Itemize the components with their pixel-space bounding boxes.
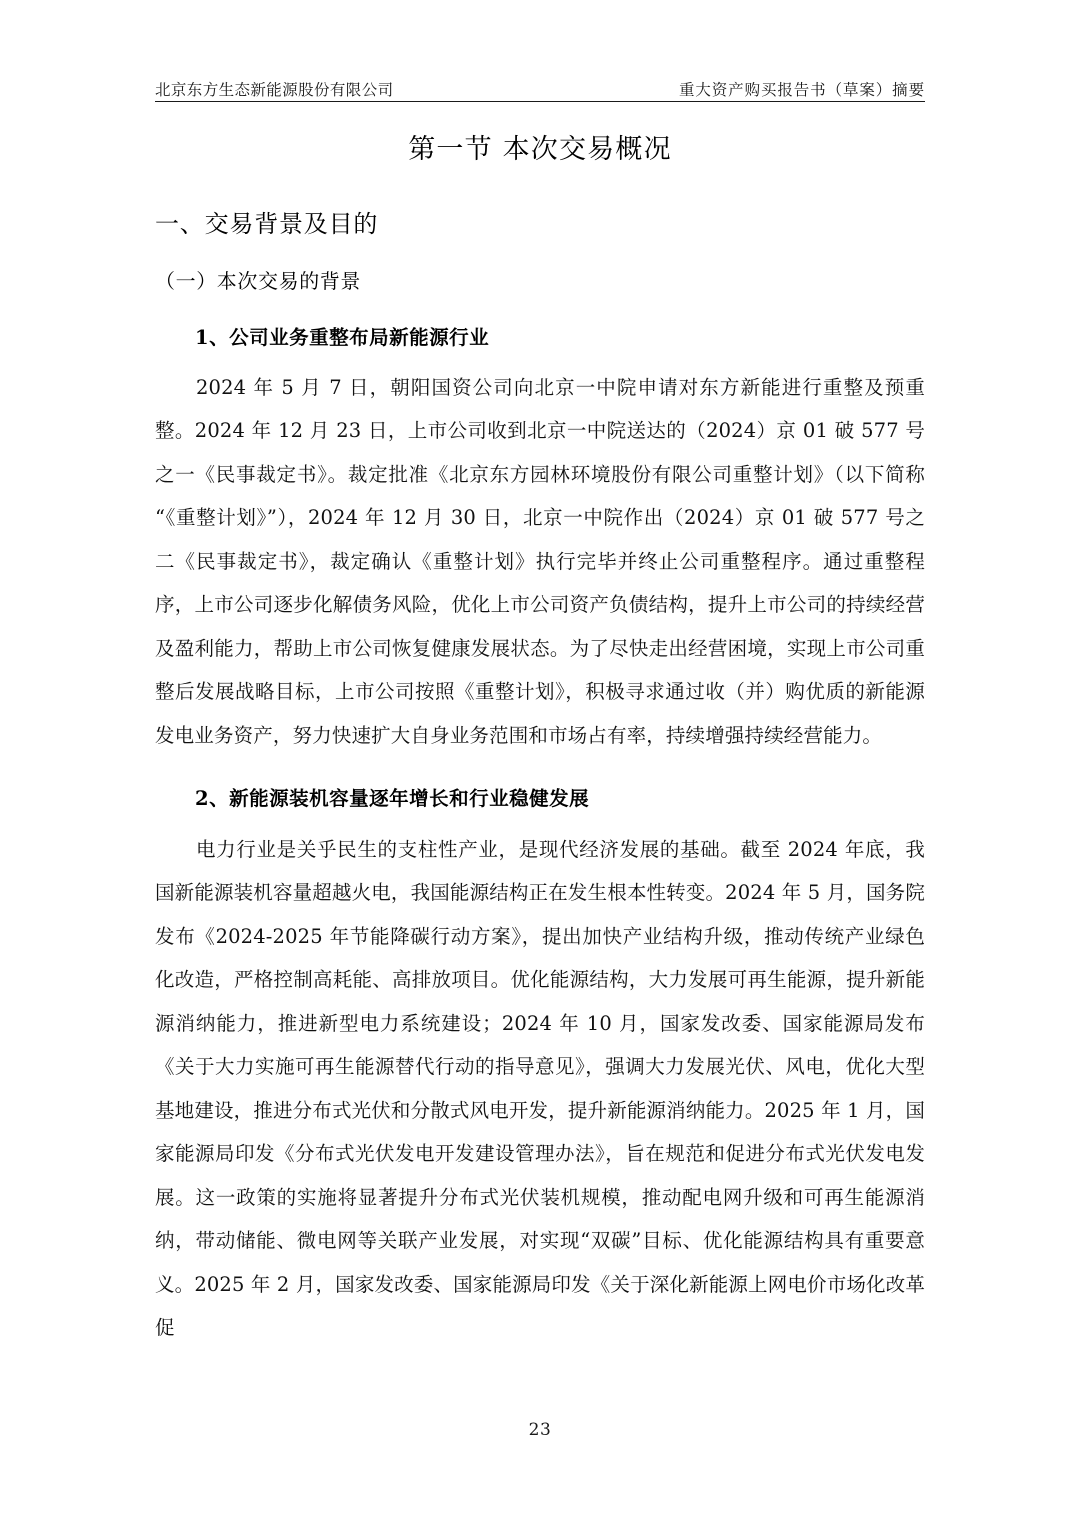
heading-level-3-item-1: 1、公司业务重整布局新能源行业 — [195, 325, 490, 349]
body-paragraph-2: 电力行业是关乎民生的支柱性产业，是现代经济发展的基础。截至 2024 年底，我国新能源装机容量超越火电，我国能源结构正在发生根本性转变。2024 年 5 月，国务院发布《2024-2025 年节能降碳行动方案》，提出加快产业结构升级，推动传统产业绿色化改造，严格控制高耗能、高排放项目。优化能源结构，大力发展可再生能源，提升新能源消纳能力，推进新型电力系统建设；2024 年 10 月，国家发改委、国家能源局发布《关于大力实施可再生能源替代行动的指导意见》，强调大力发展光伏、风电，优化大型基地建设，推进分布式光伏和分散式风电开发，提升新能源消纳能力。2025 年 1 月，国家能源局印发《分布式光伏发电开发建设管理办法》，旨在规范和促进分布式光伏发电发展。这一政策的实施将显著提升分布式光伏装机规模，推动配电网升级和可再生能源消纳，带动储能、微电网等关联产业发展，对实现“双碳”目标、优化能源结构具有重要意义。2025 年 2 月，国家发改委、国家能源局印发《关于深化新能源上网电价市场化改革促 — [155, 837, 925, 1339]
heading-level-3-item-2: 2、新能源装机容量逐年增长和行业稳健发展 — [195, 787, 590, 811]
heading-level-1: 一、交易背景及目的 — [155, 209, 379, 238]
page-number: 23 — [528, 1420, 552, 1440]
body-paragraph-1: 2024 年 5 月 7 日，朝阳国资公司向北京一中院申请对东方新能进行重整及预重整。2024 年 12 月 23 日，上市公司收到北京一中院送达的（2024）京 01 破 577 号之一《民事裁定书》。裁定批准《北京东方园林环境股份有限公司重整计划》（以下简称“《重整计划》”），2024 年 12 月 30 日，北京一中院作出（2024）京 01 破 577 号之二《民事裁定书》，裁定确认《重整计划》执行完毕并终止公司重整程序。通过重整程序，上市公司逐步化解债务风险，优化上市公司资产负债结构，提升上市公司的持续经营及盈利能力，帮助上市公司恢复健康发展状态。为了尽快走出经营困境，实现上市公司重整后发展战略目标，上市公司按照《重整计划》，积极寻求通过收（并）购优质的新能源发电业务资产，努力快速扩大自身业务范围和市场占有率，持续增强持续经营能力。 — [155, 375, 925, 747]
page-content — [155, 118, 925, 1350]
page-footer — [0, 1420, 1080, 1440]
heading-level-2: （一）本次交易的背景 — [155, 268, 361, 293]
running-header — [155, 72, 925, 102]
header-company-name: 北京东方生态新能源股份有限公司 — [155, 80, 394, 99]
header-document-title: 重大资产购买报告书（草案）摘要 — [678, 80, 925, 99]
section-title: 第一节 本次交易概况 — [408, 134, 672, 165]
